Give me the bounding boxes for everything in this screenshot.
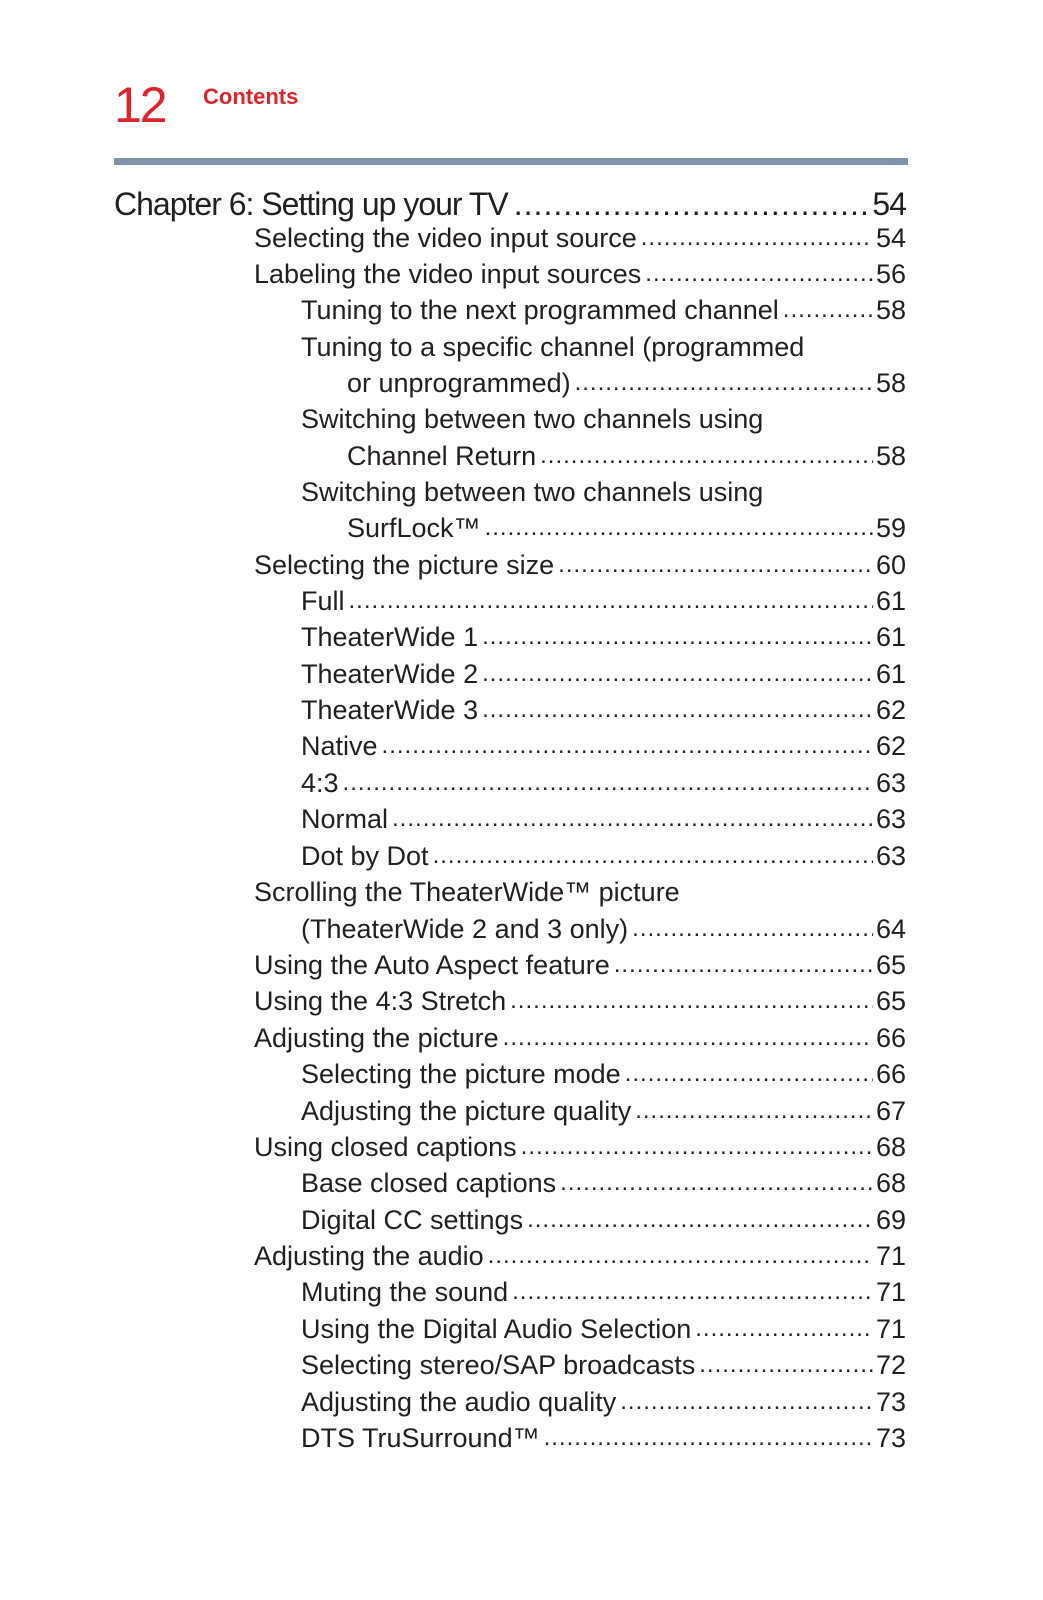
toc-entry[interactable] (347, 365, 906, 401)
entry-title: DTS TruSurround™ (301, 1423, 540, 1453)
dot-leader (695, 1311, 873, 1347)
entry-page: 72 (875, 1350, 906, 1380)
toc-entry[interactable] (301, 656, 906, 692)
entry-title: Selecting stereo/SAP broadcasts (301, 1350, 696, 1380)
toc-entry[interactable] (347, 438, 906, 474)
entry-page: 58 (875, 295, 906, 325)
dot-leader (527, 1202, 873, 1238)
dot-leader (512, 1274, 873, 1310)
entry-title: Adjusting the audio (254, 1241, 484, 1271)
entry-page: 56 (875, 259, 906, 289)
toc-entry[interactable] (301, 692, 906, 728)
chapter-heading[interactable] (114, 180, 906, 224)
dot-leader (488, 1238, 873, 1274)
entry-title: Dot by Dot (301, 841, 429, 871)
entry-page: 64 (875, 914, 906, 944)
entry-page: 63 (875, 841, 906, 871)
entry-title: Labeling the video input sources (254, 259, 642, 289)
entry-page: 67 (875, 1096, 906, 1126)
toc-entry[interactable] (301, 728, 906, 764)
toc-entry[interactable] (301, 1311, 906, 1347)
dot-leader (645, 256, 873, 292)
toc-entry[interactable] (301, 1093, 906, 1129)
toc-entry[interactable] (254, 220, 906, 256)
toc-entry[interactable] (301, 911, 906, 947)
entry-page: 58 (875, 368, 906, 398)
entry-title: Native (301, 731, 378, 761)
entry-page: 66 (875, 1023, 906, 1053)
entry-page: 59 (875, 513, 906, 543)
dot-leader (558, 547, 873, 583)
toc-entry[interactable] (301, 765, 906, 801)
entry-title: TheaterWide 2 (301, 659, 479, 689)
entry-title-line1[interactable]: Tuning to a specific channel (programmed (301, 332, 805, 362)
entry-title: Channel Return (347, 441, 537, 471)
toc-entry[interactable] (254, 547, 906, 583)
toc-entry[interactable] (301, 1165, 906, 1201)
entry-title: 4:3 (301, 768, 339, 798)
entry-title: Using the 4:3 Stretch (254, 986, 507, 1016)
dot-leader (625, 1056, 873, 1092)
toc-entry[interactable] (301, 619, 906, 655)
entry-page: 68 (875, 1132, 906, 1162)
entry-page: 54 (875, 223, 906, 253)
chapter-page: 54 (872, 186, 906, 222)
entry-title: Using the Digital Audio Selection (301, 1314, 692, 1344)
page-number: 12 (114, 77, 166, 133)
dot-leader (485, 510, 873, 546)
dot-leader (482, 656, 873, 692)
entry-title: TheaterWide 1 (301, 622, 479, 652)
entry-page: 73 (875, 1423, 906, 1453)
entry-page: 66 (875, 1059, 906, 1089)
entry-page: 69 (875, 1205, 906, 1235)
dot-leader (349, 583, 873, 619)
dot-leader (343, 765, 873, 801)
dot-leader (544, 1420, 873, 1456)
toc-entry[interactable] (254, 1020, 906, 1056)
entry-title: Adjusting the picture quality (301, 1096, 632, 1126)
dot-leader (482, 619, 873, 655)
dot-leader (620, 1384, 873, 1420)
entry-page: 71 (875, 1277, 906, 1307)
entry-page: 63 (875, 768, 906, 798)
toc-entry[interactable] (254, 256, 906, 292)
toc-entry[interactable] (254, 1129, 906, 1165)
entry-page: 73 (875, 1387, 906, 1417)
dot-leader (510, 983, 873, 1019)
entry-title: Normal (301, 804, 389, 834)
dot-leader (635, 1093, 873, 1129)
entry-title-line1[interactable]: Switching between two channels using (301, 404, 764, 434)
dot-leader (632, 911, 873, 947)
dot-leader (514, 184, 867, 224)
toc-entry[interactable] (301, 1274, 906, 1310)
dot-leader (560, 1165, 873, 1201)
entry-title: or unprogrammed) (347, 368, 571, 398)
entry-page: 63 (875, 804, 906, 834)
entry-title: Adjusting the audio quality (301, 1387, 617, 1417)
dot-leader (433, 838, 873, 874)
dot-leader (575, 365, 873, 401)
dot-leader (540, 438, 873, 474)
toc-entry[interactable] (254, 1238, 906, 1274)
entry-page: 65 (875, 950, 906, 980)
header-rule (114, 158, 908, 165)
entry-title: Selecting the picture size (254, 550, 555, 580)
dot-leader (482, 692, 873, 728)
entry-page: 65 (875, 986, 906, 1016)
dot-leader (392, 801, 873, 837)
entry-title: Muting the sound (301, 1277, 509, 1307)
entry-title-line1[interactable]: Scrolling the TheaterWide™ picture (254, 877, 680, 907)
entry-title: Full (301, 586, 345, 616)
toc-entry[interactable] (301, 1420, 906, 1456)
toc-entry[interactable] (301, 292, 906, 328)
entry-title: Selecting the picture mode (301, 1059, 621, 1089)
entry-title: Adjusting the picture (254, 1023, 499, 1053)
entry-title: Selecting the video input source (254, 223, 637, 253)
entry-title: Using closed captions (254, 1132, 517, 1162)
entry-page: 60 (875, 550, 906, 580)
toc-entry[interactable] (301, 838, 906, 874)
dot-leader (503, 1020, 873, 1056)
entry-page: 71 (875, 1241, 906, 1271)
entry-page: 61 (875, 586, 906, 616)
toc-entry[interactable] (301, 1347, 906, 1383)
dot-leader (382, 728, 873, 764)
entry-title: Base closed captions (301, 1168, 557, 1198)
dot-leader (783, 292, 873, 328)
toc-entry[interactable] (301, 1384, 906, 1420)
chapter-title: Chapter 6: Setting up your TV (114, 186, 508, 222)
entry-title: Using the Auto Aspect feature (254, 950, 610, 980)
toc-entry[interactable] (254, 983, 906, 1019)
entry-page: 58 (875, 441, 906, 471)
entry-page: 62 (875, 695, 906, 725)
toc-entry[interactable] (254, 947, 906, 983)
dot-leader (699, 1347, 873, 1383)
dot-leader (521, 1129, 873, 1165)
entry-title-line1[interactable]: Switching between two channels using (301, 477, 764, 507)
toc-entry[interactable] (301, 801, 906, 837)
toc-entry[interactable] (347, 510, 906, 546)
entry-title: SurfLock™ (347, 513, 481, 543)
entry-page: 62 (875, 731, 906, 761)
entry-title: Tuning to the next programmed channel (301, 295, 779, 325)
toc-entry[interactable] (301, 1202, 906, 1238)
entry-page: 61 (875, 659, 906, 689)
toc-entry[interactable] (301, 1056, 906, 1092)
section-label: Contents (203, 84, 299, 109)
entry-title: Digital CC settings (301, 1205, 524, 1235)
entry-title: TheaterWide 3 (301, 695, 479, 725)
toc-entry[interactable] (301, 583, 906, 619)
dot-leader (641, 220, 873, 256)
entry-page: 71 (875, 1314, 906, 1344)
entry-page: 61 (875, 622, 906, 652)
dot-leader (614, 947, 873, 983)
entry-title: (TheaterWide 2 and 3 only) (301, 914, 629, 944)
entry-page: 68 (875, 1168, 906, 1198)
